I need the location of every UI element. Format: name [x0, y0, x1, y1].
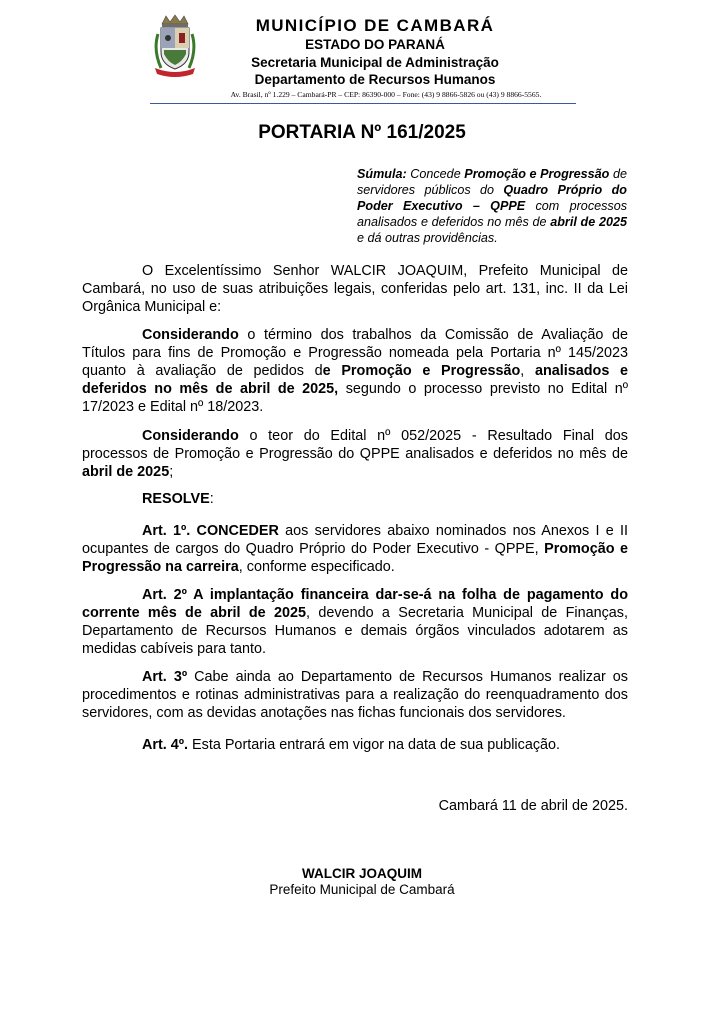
- state-name: ESTADO DO PARANÁ: [305, 37, 445, 52]
- resolve-heading: [82, 490, 628, 508]
- paragraph-text: o teor do Edital nº 052/2025 - Resultado Final dos processos de Promoção e Progressão do QPPE analisados e deferidos no mês de: [82, 428, 628, 462]
- paragraph-text: , conforme especificado.: [238, 559, 395, 575]
- paragraph-text: , devendo a Secretaria Municipal de Finanças, Departamento de Recursos Humanos e demais órgãos vinculados adotarem as medidas cabíveis para tanto.: [82, 605, 628, 657]
- sumula-bold: abril de 2025: [550, 215, 628, 229]
- paragraph-text: ;: [169, 464, 174, 480]
- header-divider: [150, 103, 576, 104]
- considerando-paragraph-2: [82, 427, 628, 481]
- paragraph-text: O Excelentíssimo Senhor WALCIR JOAQUIM, Prefeito Municipal de Cambará, no uso de suas atribuições legais, conferidas pelo art. 131, inc. II da Lei Orgânica Municipal e:: [82, 263, 628, 315]
- sumula-block: [357, 166, 627, 246]
- paragraph-text: segundo o processo previsto no Edital nº 17/2023 e Edital nº 18/2023.: [82, 381, 628, 415]
- paragraph-text: ,: [520, 363, 535, 379]
- header-address: Av. Brasil, nº 1.229 – Cambará-PR – CEP: 86390-000 – Fone: (43) 9 8866-5826 ou (43) 9 8866-5565.: [230, 90, 542, 99]
- signatory-name: WALCIR JOAQUIM: [302, 866, 422, 881]
- department-name: Departamento de Recursos Humanos: [254, 72, 496, 87]
- intro-paragraph: [82, 262, 628, 316]
- considerando-paragraph-1: [82, 326, 628, 416]
- paragraph-bold: RESOLVE: [142, 491, 210, 507]
- coat-of-arms-icon: [152, 14, 198, 78]
- paragraph-bold: Art. 4º.: [142, 737, 189, 753]
- sumula-text: Concede: [406, 167, 465, 181]
- paragraph-text: Cabe ainda ao Departamento de Recursos Humanos realizar os procedimentos e rotinas administrativas para a realização do reenquadramento dos servidores, com as devidas anotações nas fichas funcionais dos servidores.: [82, 669, 629, 721]
- page-title: PORTARIA Nº 161/2025: [258, 122, 466, 143]
- sumula-label: Súmula:: [357, 167, 407, 181]
- sumula-text: com processos analisados e deferidos no mês de: [357, 199, 628, 229]
- sumula-bold: Quadro Próprio do Poder Executivo – QPPE: [357, 183, 627, 213]
- secretariat-name: Secretaria Municipal de Administração: [251, 55, 499, 70]
- paragraph-bold: Art. 1º. CONCEDER: [142, 523, 279, 539]
- article-2: [82, 586, 628, 658]
- paragraph-bold: abril de 2025: [82, 464, 170, 480]
- article-1: [82, 522, 628, 576]
- paragraph-text: aos servidores abaixo nominados nos Anexos I e II ocupantes de cargos do Quadro Próprio do Poder Executivo - QPPE,: [82, 523, 628, 557]
- document-date: Cambará 11 de abril de 2025.: [438, 798, 628, 814]
- paragraph-bold: Art. 2º A implantação financeira dar-se-á na folha de pagamento do corrente mês de abril de 2025: [82, 587, 628, 621]
- sumula-bold: Promoção e Progressão: [464, 167, 610, 181]
- municipality-name: MUNICÍPIO DE CAMBARÁ: [255, 16, 495, 35]
- paragraph-text: o término dos trabalhos da Comissão de Avaliação de Títulos para fins de Promoção e Progressão nomeada pela Portaria nº 145/2023 quanto à avaliação de pedidos d: [82, 327, 628, 379]
- signatory-role: Prefeito Municipal de Cambará: [269, 882, 455, 897]
- paragraph-text: :: [209, 491, 214, 507]
- paragraph-bold: Considerando: [142, 327, 239, 343]
- paragraph-bold: Art. 3º: [142, 669, 188, 685]
- paragraph-bold: Promoção e Progressão na carreira: [82, 541, 629, 575]
- paragraph-bold: Considerando: [142, 428, 239, 444]
- article-3: [82, 668, 628, 722]
- paragraph-text: Esta Portaria entrará em vigor na data de sua publicação.: [188, 737, 561, 753]
- article-4: [82, 736, 628, 754]
- paragraph-bold: analisados e deferidos no mês de abril de 2025,: [82, 363, 629, 397]
- sumula-text: e dá outras providências.: [357, 231, 498, 245]
- paragraph-bold: e Promoção e Progressão: [322, 363, 521, 379]
- sumula-text: de servidores públicos do: [357, 167, 627, 197]
